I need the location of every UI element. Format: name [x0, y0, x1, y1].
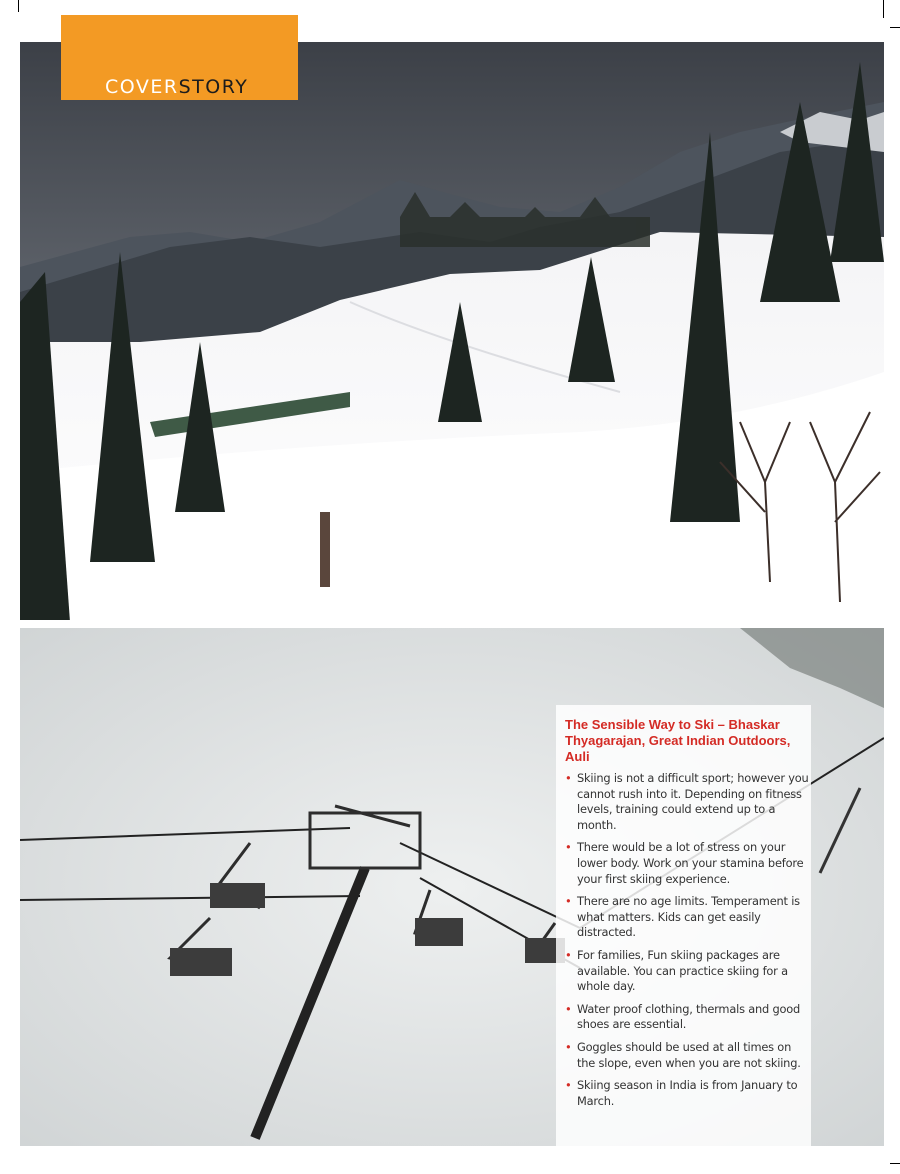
snowy-mountain-photo	[20, 42, 884, 620]
tip-item: • Skiing is not a difficult sport; however you cannot rush into it. Depending on fitness levels, training could extend up to a month.	[565, 771, 809, 833]
section-label-cover: COVER	[105, 76, 179, 98]
tip-item: • Skiing season in India is from January to March.	[565, 1078, 809, 1109]
tip-item: • For families, Fun skiing packages are available. You can practice skiing for a whole day.	[565, 948, 809, 995]
section-label	[105, 76, 248, 98]
crop-mark	[890, 1163, 900, 1164]
ski-tips-sidebar	[556, 705, 811, 1146]
sidebar-title: The Sensible Way to Ski – Bhaskar Thyagarajan, Great Indian Outdoors, Auli	[565, 717, 791, 764]
crop-mark	[18, 0, 19, 12]
tips-list	[565, 771, 809, 1116]
tip-item: • There are no age limits. Temperament is what matters. Kids can get easily distracted.	[565, 894, 809, 941]
crop-mark	[883, 0, 884, 18]
section-label-story: STORY	[178, 76, 249, 98]
tip-item: • Water proof clothing, thermals and good shoes are essential.	[565, 1002, 809, 1033]
tip-item: • Goggles should be used at all times on the slope, even when you are not skiing.	[565, 1040, 809, 1071]
tip-item: • There would be a lot of stress on your lower body. Work on your stamina before your first skiing experience.	[565, 840, 809, 887]
section-badge	[61, 15, 298, 100]
crop-mark	[890, 27, 900, 28]
